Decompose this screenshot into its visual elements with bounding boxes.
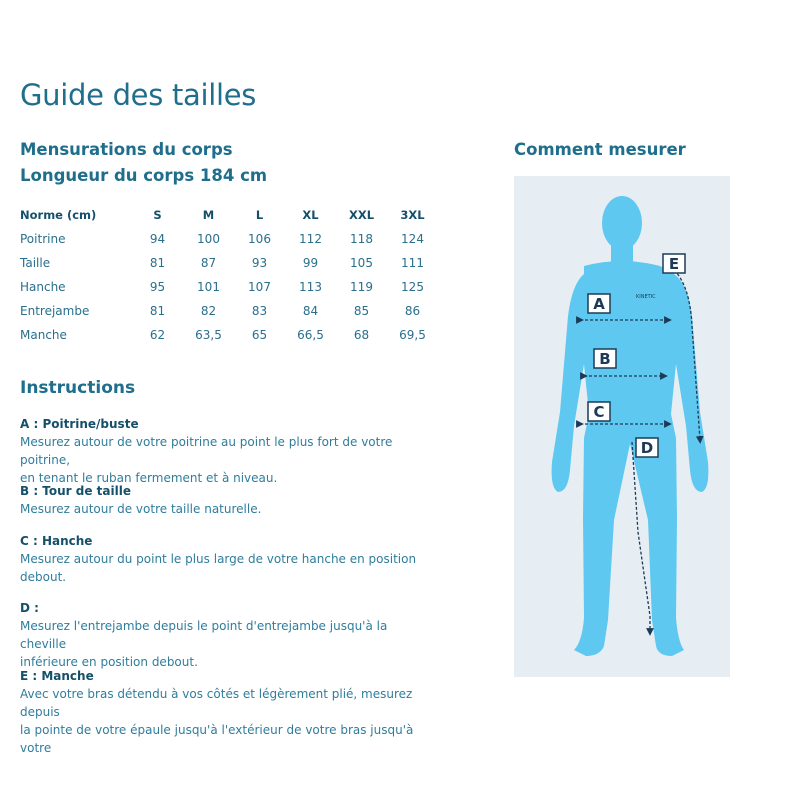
table-cell: 82 — [200, 304, 217, 318]
table-cell: 119 — [350, 280, 373, 294]
table-cell: 112 — [299, 232, 322, 246]
body-silhouette-illustration — [514, 176, 730, 677]
table-cell: 113 — [299, 280, 322, 294]
table-cell: 95 — [149, 280, 166, 294]
instruction-text: Mesurez autour du point le plus large de votre hanche en position — [20, 552, 417, 566]
page-title: Guide des tailles — [20, 78, 257, 112]
body-measurements-subtitle: Mensurations du corps — [20, 140, 233, 159]
instruction-sleeve — [20, 667, 420, 757]
table-cell: 87 — [200, 256, 217, 270]
header-size-xl: XL — [302, 208, 319, 222]
table-cell: 93 — [251, 256, 268, 270]
instruction-text: la pointe de votre épaule jusqu'à l'extérieur de votre bras jusqu'à votre — [20, 723, 414, 755]
table-cell: 86 — [404, 304, 421, 318]
marker-d-label: D — [640, 439, 654, 457]
instruction-heading: E : Manche — [20, 669, 94, 683]
table-cell: 124 — [401, 232, 424, 246]
marker-a — [588, 294, 610, 313]
table-cell: 62 — [149, 328, 166, 342]
table-cell: 99 — [302, 256, 319, 270]
table-cell: 125 — [401, 280, 424, 294]
instruction-text: inférieure en position debout. — [20, 655, 198, 669]
table-cell: 81 — [149, 256, 166, 270]
instruction-heading: D : — [20, 601, 39, 615]
table-cell: 69,5 — [399, 328, 426, 342]
instruction-heading: B : Tour de taille — [20, 484, 131, 498]
row-label: Entrejambe — [20, 304, 90, 318]
row-label: Hanche — [20, 280, 66, 294]
marker-b — [594, 349, 616, 368]
instruction-text: Mesurez autour de votre taille naturelle. — [20, 502, 262, 516]
marker-e-label: E — [668, 255, 680, 273]
instruction-hip — [20, 532, 420, 586]
instruction-text: Mesurez l'entrejambe depuis le point d'entrejambe jusqu'à la cheville — [20, 619, 388, 651]
marker-b-label: B — [599, 350, 611, 368]
row-label: Taille — [20, 256, 51, 270]
body-length-subtitle: Longueur du corps 184 cm — [20, 166, 268, 185]
instruction-text: Avec votre bras détendu à vos côtés et légèrement plié, mesurez depuis — [20, 687, 413, 719]
size-table-header — [20, 203, 438, 227]
header-size-l: L — [255, 208, 264, 222]
instruction-chest — [20, 415, 420, 487]
table-cell: 100 — [197, 232, 220, 246]
table-cell: 118 — [350, 232, 373, 246]
size-table — [20, 203, 438, 347]
table-cell: 85 — [353, 304, 370, 318]
table-cell: 94 — [149, 232, 166, 246]
table-cell: 63,5 — [195, 328, 222, 342]
table-cell: 106 — [248, 232, 271, 246]
table-row — [20, 227, 438, 251]
kinetic-logo-text: KINETIC — [636, 294, 656, 300]
row-label: Poitrine — [20, 232, 66, 246]
marker-e — [663, 254, 685, 273]
instruction-heading: A : Poitrine/buste — [20, 417, 139, 431]
header-size-xxl: XXL — [348, 208, 375, 222]
table-row — [20, 275, 438, 299]
table-row — [20, 251, 438, 275]
table-cell: 83 — [251, 304, 268, 318]
instruction-waist — [20, 482, 420, 518]
marker-c-label: C — [593, 403, 605, 421]
instruction-heading: C : Hanche — [20, 534, 93, 548]
instruction-text: Mesurez autour de votre poitrine au point le plus fort de votre poitrine, — [20, 435, 393, 467]
header-size-3xl: 3XL — [400, 208, 425, 222]
header-size-m: M — [202, 208, 215, 222]
table-cell: 66,5 — [297, 328, 324, 342]
marker-c — [588, 402, 610, 421]
table-row — [20, 299, 438, 323]
how-to-measure-title: Comment mesurer — [514, 140, 686, 159]
header-size-s: S — [153, 208, 162, 222]
table-cell: 65 — [251, 328, 268, 342]
header-norm: Norme (cm) — [20, 208, 97, 222]
marker-a-label: A — [593, 295, 605, 313]
instruction-text: debout. — [20, 570, 67, 584]
measurement-figure — [514, 176, 730, 677]
marker-d — [636, 438, 658, 457]
instruction-inseam — [20, 599, 420, 671]
table-cell: 101 — [197, 280, 220, 294]
instructions-title: Instructions — [20, 378, 136, 398]
table-cell: 68 — [353, 328, 370, 342]
table-cell: 107 — [248, 280, 271, 294]
table-cell: 81 — [149, 304, 166, 318]
table-cell: 111 — [401, 256, 424, 270]
row-label: Manche — [20, 328, 67, 342]
table-row — [20, 323, 438, 347]
instruction-text: en tenant le ruban fermement et à niveau. — [20, 471, 278, 485]
table-cell: 84 — [302, 304, 319, 318]
table-cell: 105 — [350, 256, 373, 270]
